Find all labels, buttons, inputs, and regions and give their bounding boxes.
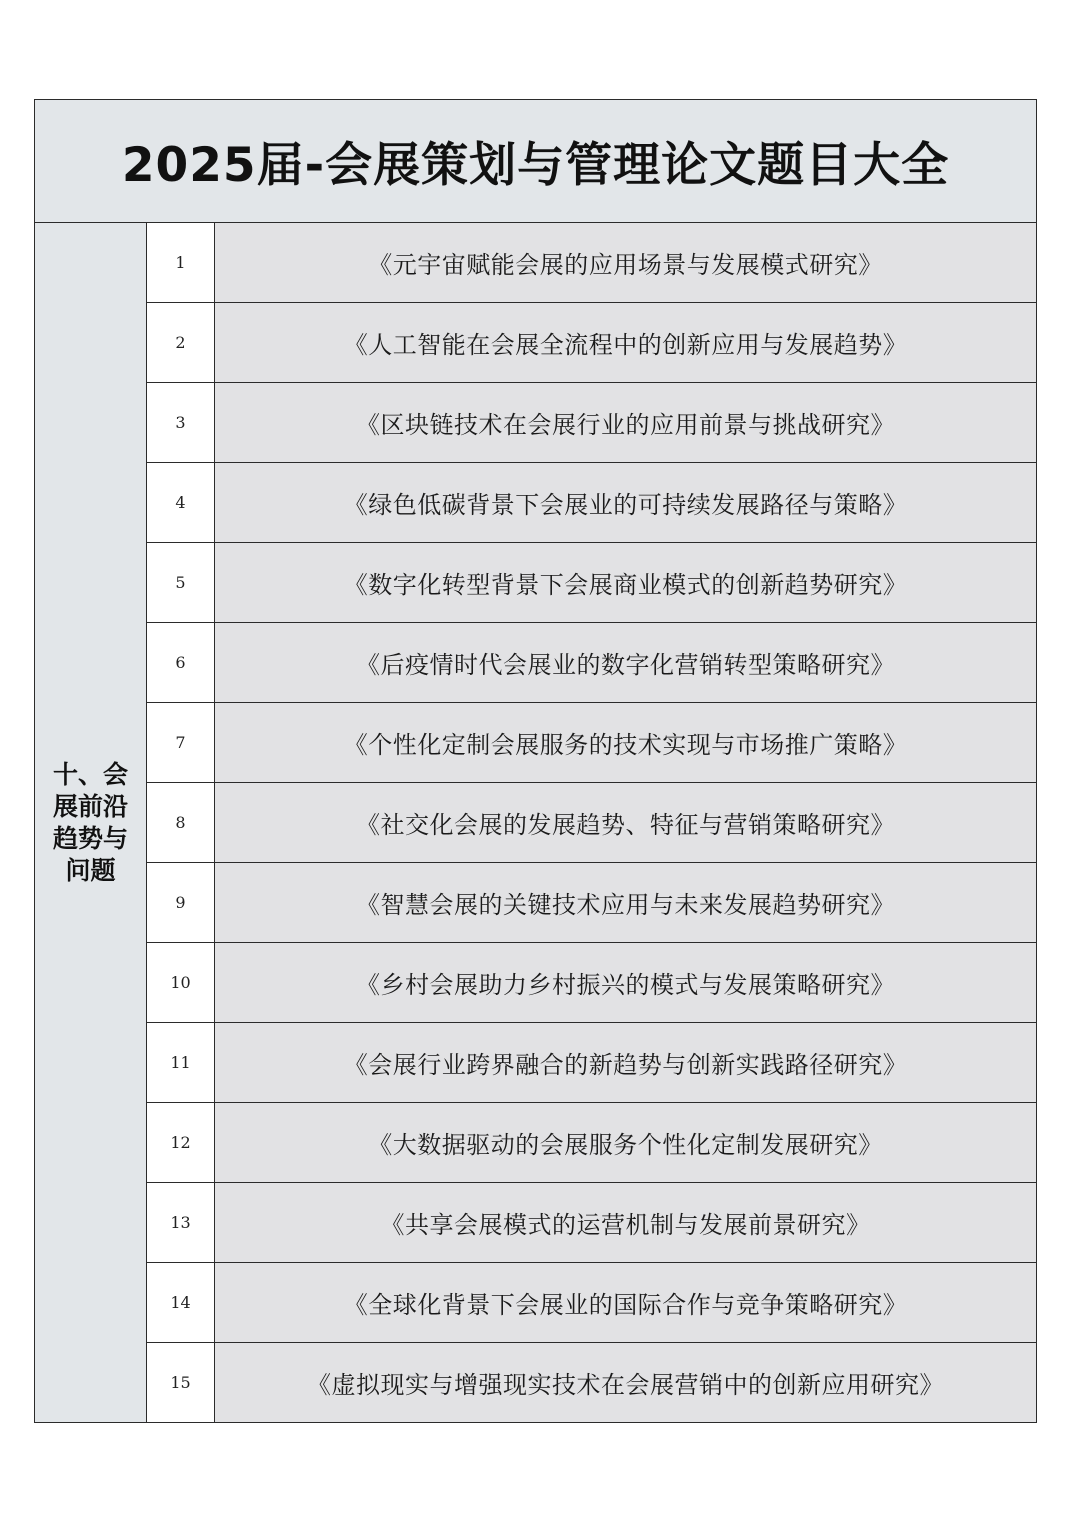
topic-number: 11 — [147, 1023, 215, 1103]
topic-number: 15 — [147, 1343, 215, 1423]
topic-title: 《智慧会展的关键技术应用与未来发展趋势研究》 — [215, 863, 1037, 943]
topic-number: 4 — [147, 463, 215, 543]
table-row — [35, 223, 1037, 303]
table-row — [35, 383, 1037, 463]
table-row — [35, 943, 1037, 1023]
topic-number: 8 — [147, 783, 215, 863]
topics-table-body — [35, 100, 1037, 1423]
topic-title: 《会展行业跨界融合的新趋势与创新实践路径研究》 — [215, 1023, 1037, 1103]
table-row — [35, 623, 1037, 703]
topic-number: 2 — [147, 303, 215, 383]
table-row — [35, 783, 1037, 863]
topic-number: 1 — [147, 223, 215, 303]
table-row — [35, 303, 1037, 383]
topic-title: 《绿色低碳背景下会展业的可持续发展路径与策略》 — [215, 463, 1037, 543]
topic-number: 13 — [147, 1183, 215, 1263]
topic-title: 《区块链技术在会展行业的应用前景与挑战研究》 — [215, 383, 1037, 463]
topic-title: 《乡村会展助力乡村振兴的模式与发展策略研究》 — [215, 943, 1037, 1023]
topic-title: 《共享会展模式的运营机制与发展前景研究》 — [215, 1183, 1037, 1263]
topic-title: 《全球化背景下会展业的国际合作与竞争策略研究》 — [215, 1263, 1037, 1343]
topic-number: 6 — [147, 623, 215, 703]
topics-table — [34, 99, 1037, 1423]
topic-number: 9 — [147, 863, 215, 943]
table-row — [35, 1103, 1037, 1183]
table-row — [35, 703, 1037, 783]
topic-title: 《虚拟现实与增强现实技术在会展营销中的创新应用研究》 — [215, 1343, 1037, 1423]
topic-title: 《元宇宙赋能会展的应用场景与发展模式研究》 — [215, 223, 1037, 303]
topic-number: 5 — [147, 543, 215, 623]
title-row — [35, 100, 1037, 223]
table-row — [35, 543, 1037, 623]
table-row — [35, 463, 1037, 543]
category-cell — [35, 223, 147, 1423]
topic-title: 《后疫情时代会展业的数字化营销转型策略研究》 — [215, 623, 1037, 703]
topic-title: 《大数据驱动的会展服务个性化定制发展研究》 — [215, 1103, 1037, 1183]
table-row — [35, 1263, 1037, 1343]
table-row — [35, 1023, 1037, 1103]
table-row — [35, 863, 1037, 943]
topic-title: 《人工智能在会展全流程中的创新应用与发展趋势》 — [215, 303, 1037, 383]
category-label: 十、会展前沿趋势与问题 — [52, 759, 128, 885]
table-row — [35, 1343, 1037, 1423]
topic-number: 10 — [147, 943, 215, 1023]
topic-number: 7 — [147, 703, 215, 783]
topic-number: 12 — [147, 1103, 215, 1183]
topic-title: 《社交化会展的发展趋势、特征与营销策略研究》 — [215, 783, 1037, 863]
table-row — [35, 1183, 1037, 1263]
topic-number: 3 — [147, 383, 215, 463]
topic-number: 14 — [147, 1263, 215, 1343]
page-title: 2025届-会展策划与管理论文题目大全 — [35, 100, 1037, 223]
topic-title: 《个性化定制会展服务的技术实现与市场推广策略》 — [215, 703, 1037, 783]
topic-title: 《数字化转型背景下会展商业模式的创新趋势研究》 — [215, 543, 1037, 623]
